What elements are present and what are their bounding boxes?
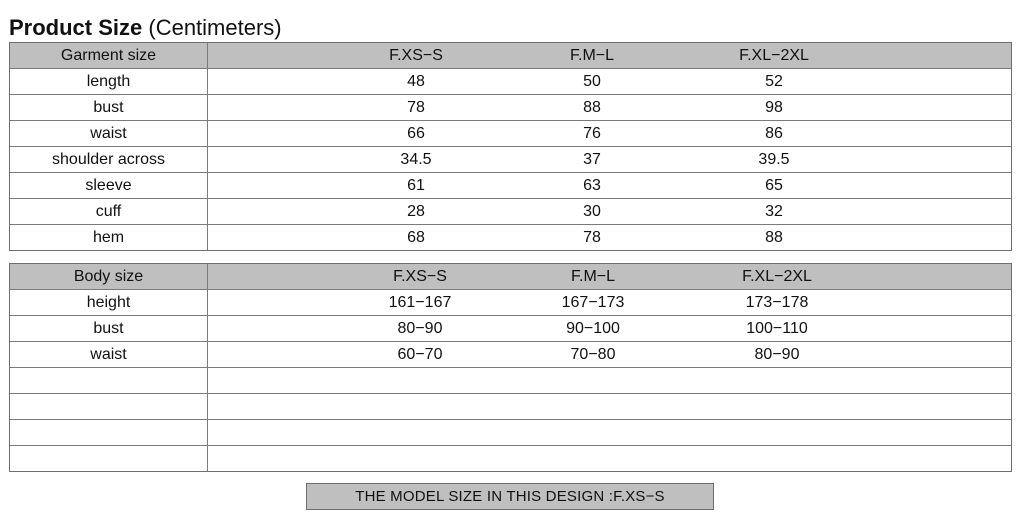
table-cell: 63 (583, 177, 601, 194)
row-label: height (10, 290, 208, 315)
row-label: sleeve (10, 173, 208, 198)
table-cell: 80−90 (397, 320, 443, 337)
table-cell: 61 (407, 177, 425, 194)
row-label: bust (10, 95, 208, 120)
header-cell: F.XL−2XL (742, 268, 812, 285)
title-main: Product Size (9, 15, 143, 40)
table-cell: 70−80 (570, 346, 616, 363)
table-cell: 100−110 (746, 320, 808, 337)
header-cell: F.XS−S (393, 268, 447, 285)
header-cell: F.XS−S (389, 47, 443, 64)
table-cell: 32 (765, 203, 783, 220)
table-cell: 50 (583, 73, 601, 90)
body-table-header (10, 264, 1011, 289)
table-row (10, 94, 1011, 120)
header-cell: Garment size (10, 43, 208, 68)
row-label: hem (10, 225, 208, 250)
page-title (9, 14, 282, 42)
table-cell: 90−100 (566, 320, 620, 337)
row-label: bust (10, 316, 208, 341)
table-cell: 173−178 (745, 294, 809, 311)
garment-size-table (9, 42, 1012, 251)
table-cell: 86 (765, 125, 783, 142)
header-cell: F.XL−2XL (739, 47, 809, 64)
body-size-table (9, 263, 1012, 472)
table-cell: 66 (407, 125, 425, 142)
table-row (10, 198, 1011, 224)
table-cell: 78 (583, 229, 601, 246)
header-cell: F.M−L (570, 268, 616, 285)
row-label (10, 446, 208, 471)
header-cell: F.M−L (569, 47, 615, 64)
table-cell: 52 (765, 73, 783, 90)
title-unit: (Centimeters) (148, 15, 282, 40)
table-cell: 88 (583, 99, 601, 116)
row-label: shoulder across (10, 147, 208, 172)
table-row (10, 146, 1011, 172)
table-cell: 68 (407, 229, 425, 246)
header-cell: Body size (10, 264, 208, 289)
table-cell: 28 (407, 203, 425, 220)
table-cell: 98 (765, 99, 783, 116)
table-cell: 78 (407, 99, 425, 116)
table-cell: 161−167 (388, 294, 452, 311)
row-label (10, 420, 208, 445)
table-row-empty (10, 445, 1011, 471)
table-cell: 76 (583, 125, 601, 142)
table-cell: 37 (583, 151, 601, 168)
table-cell: 88 (765, 229, 783, 246)
table-cell: 65 (765, 177, 783, 194)
row-label: waist (10, 121, 208, 146)
row-label (10, 368, 208, 393)
model-size-note: THE MODEL SIZE IN THIS DESIGN :F.XS−S (306, 483, 714, 510)
garment-table-header (10, 43, 1011, 68)
table-cell: 80−90 (754, 346, 800, 363)
row-label: cuff (10, 199, 208, 224)
table-cell: 167−173 (561, 294, 625, 311)
table-row (10, 289, 1011, 315)
row-label: length (10, 69, 208, 94)
table-cell: 60−70 (397, 346, 443, 363)
table-cell: 34.5 (400, 151, 432, 168)
table-row-empty (10, 367, 1011, 393)
table-row (10, 120, 1011, 146)
table-row (10, 341, 1011, 367)
table-cell: 30 (583, 203, 601, 220)
table-row (10, 172, 1011, 198)
table-cell: 48 (407, 73, 425, 90)
row-label: waist (10, 342, 208, 367)
table-row (10, 68, 1011, 94)
table-row (10, 315, 1011, 341)
table-row-empty (10, 393, 1011, 419)
table-row-empty (10, 419, 1011, 445)
row-label (10, 394, 208, 419)
table-cell: 39.5 (758, 151, 790, 168)
table-row (10, 224, 1011, 250)
